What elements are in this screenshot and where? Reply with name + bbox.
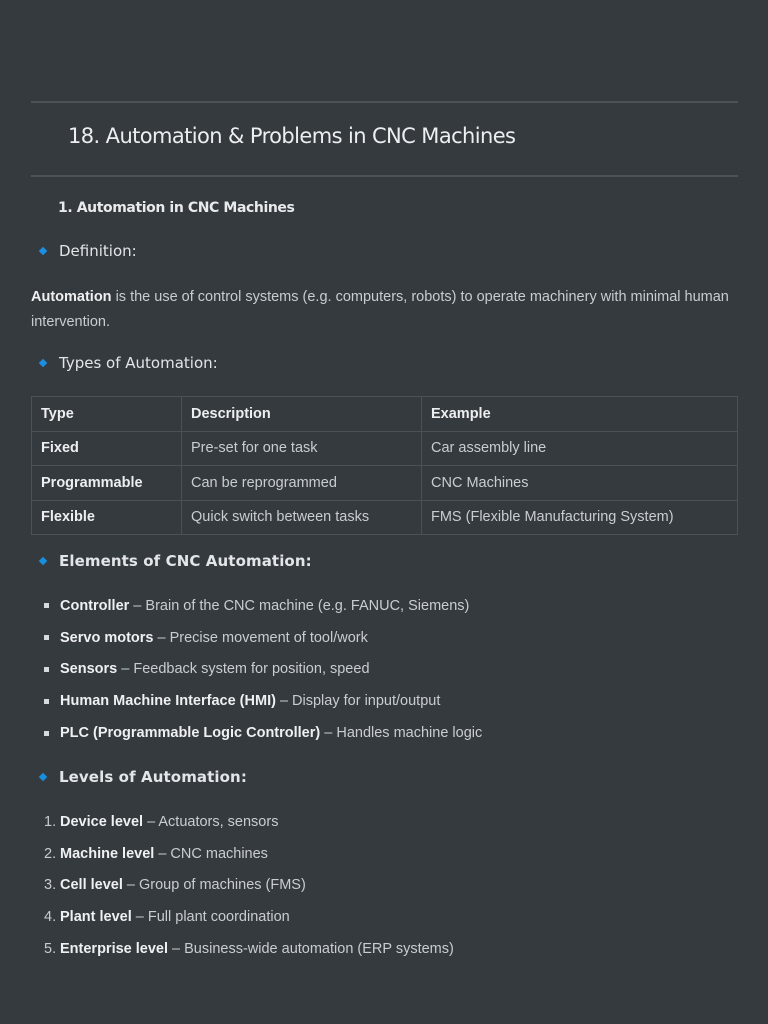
list-item: 2. Machine level – CNC machines	[44, 845, 268, 862]
list-item: 3. Cell level – Group of machines (FMS)	[44, 877, 306, 894]
elements-heading: Elements of CNC Automation:	[38, 552, 312, 570]
definition-term: Automation	[31, 289, 112, 305]
list-item: 5. Enterprise level – Business-wide automation (ERP systems)	[44, 941, 454, 958]
title-divider	[31, 175, 738, 177]
list-item: Controller – Brain of the CNC machine (e.g. FANUC, Siemens)	[44, 590, 482, 622]
square-bullet-icon	[44, 699, 49, 704]
list-item: 1. Device level – Actuators, sensors	[44, 813, 279, 830]
list-item: PLC (Programmable Logic Controller) – Handles machine logic	[44, 717, 482, 749]
types-heading: Types of Automation:	[38, 354, 218, 372]
list-item: Servo motors – Precise movement of tool/work	[44, 622, 482, 654]
square-bullet-icon	[44, 603, 49, 608]
table-row	[32, 500, 738, 535]
table-header-cell: Description	[182, 397, 422, 432]
list-item: Human Machine Interface (HMI) – Display for input/output	[44, 685, 482, 717]
list-item: Sensors – Feedback system for position, speed	[44, 654, 482, 686]
page-title: 18. Automation & Problems in CNC Machines	[68, 124, 516, 148]
section-title: 1. Automation in CNC Machines	[58, 200, 295, 216]
diamond-bullet-icon	[39, 773, 47, 781]
list-item: 4. Plant level – Full plant coordination	[44, 909, 290, 926]
table-row	[32, 466, 738, 501]
table-cell: Quick switch between tasks	[182, 500, 422, 535]
diamond-bullet-icon	[39, 359, 47, 367]
levels-list	[44, 806, 454, 965]
table-cell: Programmable	[32, 466, 182, 501]
table-row	[32, 431, 738, 466]
diamond-bullet-icon	[39, 247, 47, 255]
definition-paragraph	[31, 285, 731, 335]
levels-heading: Levels of Automation:	[38, 768, 247, 786]
table-header-row	[32, 397, 738, 432]
types-table	[31, 396, 738, 535]
top-divider	[31, 101, 738, 103]
table-cell: Can be reprogrammed	[182, 466, 422, 501]
table-cell: Car assembly line	[422, 431, 738, 466]
square-bullet-icon	[44, 635, 49, 640]
table-cell: Pre-set for one task	[182, 431, 422, 466]
elements-list	[44, 590, 482, 749]
square-bullet-icon	[44, 667, 49, 672]
table-cell: Fixed	[32, 431, 182, 466]
table-cell: Flexible	[32, 500, 182, 535]
definition-text: is the use of control systems (e.g. computers, robots) to operate machinery with minimal human intervention.	[31, 289, 729, 330]
table-header-cell: Example	[422, 397, 738, 432]
diamond-bullet-icon	[39, 557, 47, 565]
table-header-cell: Type	[32, 397, 182, 432]
table-cell: FMS (Flexible Manufacturing System)	[422, 500, 738, 535]
square-bullet-icon	[44, 731, 49, 736]
definition-heading: Definition:	[38, 242, 137, 260]
table-cell: CNC Machines	[422, 466, 738, 501]
